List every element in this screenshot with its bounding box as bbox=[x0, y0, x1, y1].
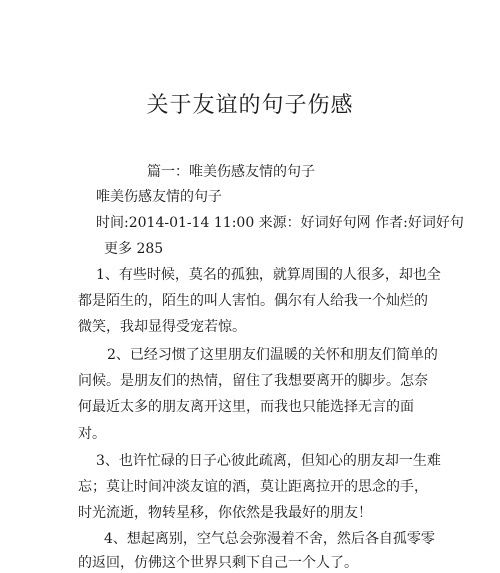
document-title: 关于友谊的句子伤感 bbox=[146, 93, 354, 118]
paragraph-line: 微笑，我却显得受宠若惊。 bbox=[78, 319, 246, 335]
paragraph-line: 何最近太多的朋友离开这里，而我也只能选择无言的面 bbox=[78, 399, 414, 415]
paragraph-line: 4、想起离别，空气总会弥漫着不舍，然后各自孤零零 bbox=[104, 531, 435, 547]
paragraph-line: 问候。是朋友们的热情，留住了我想要离开的脚步。怎奈 bbox=[78, 373, 428, 389]
paragraph-line: 的返回，仿佛这个世界只剩下自己一个人了。 bbox=[78, 555, 358, 571]
paragraph-line: 2、已经习惯了这里朋友们温暖的关怀和朋友们简单的 bbox=[107, 347, 438, 363]
paragraph-line: 忘；莫让时间冲淡友谊的酒，莫让距离拉开的思念的手， bbox=[78, 479, 428, 495]
paragraph-line: 3、也许忙碌的日子心彼此疏离，但知心的朋友却一生难 bbox=[96, 453, 441, 469]
paragraph-line: 都是陌生的，陌生的叫人害怕。偶尔有人给我一个灿烂的 bbox=[78, 293, 428, 309]
paragraph-line: 1、有些时候，莫名的孤独，就算周围的人很多，却也全 bbox=[96, 267, 441, 283]
meta-line: 时间:2014-01-14 11:00 来源：好词好句网 作者:好词好句 bbox=[96, 215, 464, 231]
paragraph-line: 对。 bbox=[78, 426, 106, 442]
subheading: 唯美伤感友情的句子 bbox=[96, 189, 222, 205]
section-heading: 篇一：唯美伤感友情的句子 bbox=[147, 164, 315, 180]
more-line: 更多 285 bbox=[104, 241, 164, 257]
paragraph-line: 时光流逝，物转星移，你依然是我最好的朋友！ bbox=[78, 505, 372, 521]
